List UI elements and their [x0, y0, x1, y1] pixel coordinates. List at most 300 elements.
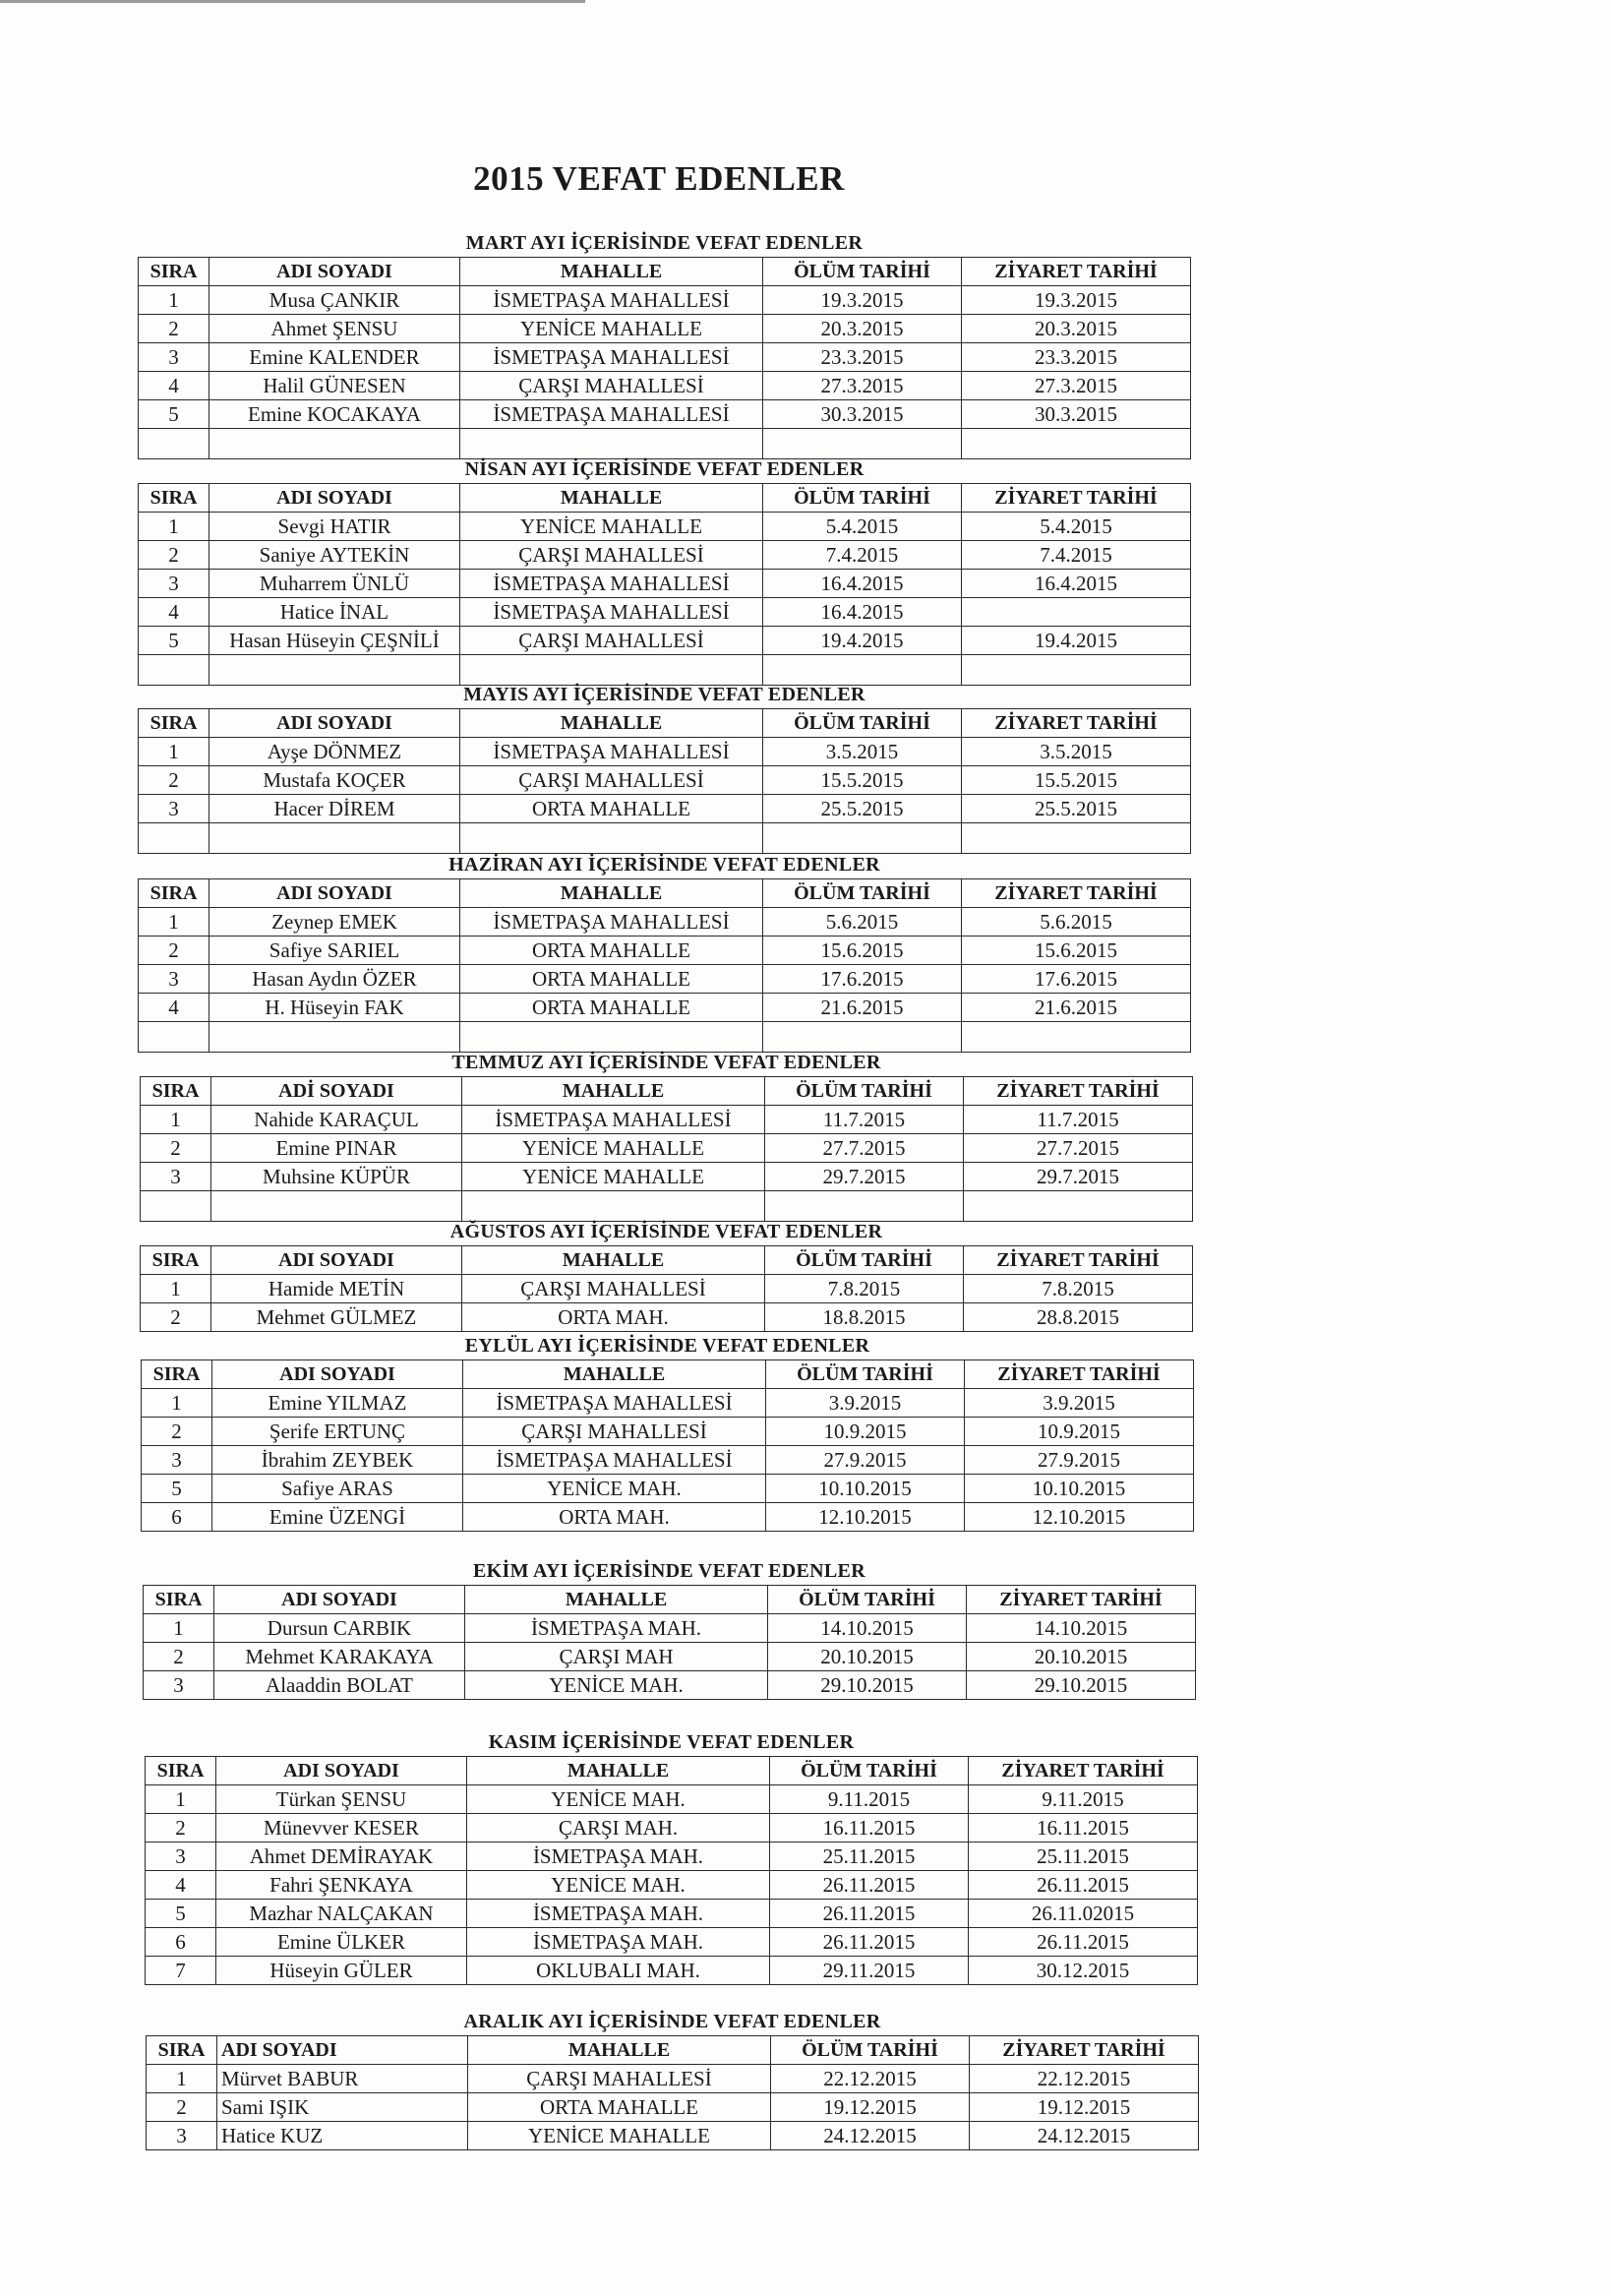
- cell-olum-tarihi: 5.4.2015: [763, 513, 962, 541]
- header-mahalle: MAHALLE: [460, 709, 763, 738]
- cell-olum-tarihi: 26.11.2015: [770, 1928, 969, 1957]
- cell-olum-tarihi: 16.4.2015: [763, 598, 962, 627]
- table-header-row: [139, 709, 1191, 738]
- cell-ziyaret-tarihi: 15.5.2015: [962, 766, 1191, 795]
- cell-olum-tarihi: 10.10.2015: [766, 1475, 965, 1503]
- cell-name: H. Hüseyin FAK: [209, 994, 460, 1022]
- cell-ziyaret-tarihi: 12.10.2015: [965, 1503, 1194, 1532]
- cell-olum-tarihi: 18.8.2015: [765, 1303, 964, 1332]
- header-ziyaret-tarihi: ZİYARET TARİHİ: [969, 1757, 1198, 1785]
- cell-olum-tarihi: 25.5.2015: [763, 795, 962, 823]
- cell-ziyaret-tarihi: 26.11.02015: [969, 1900, 1198, 1928]
- cell-mahalle: ÇARŞI MAHALLESİ: [468, 2065, 771, 2093]
- header-olum-tarihi: ÖLÜM TARİHİ: [763, 709, 962, 738]
- cell-ziyaret-tarihi: 20.10.2015: [967, 1643, 1196, 1671]
- header-ziyaret-tarihi: ZİYARET TARİHİ: [965, 1360, 1194, 1389]
- header-ziyaret-tarihi: ZİYARET TARİHİ: [970, 2036, 1199, 2065]
- table-row: [139, 400, 1191, 429]
- cell-name: Ahmet DEMİRAYAK: [216, 1843, 467, 1871]
- table-header-row: [139, 484, 1191, 513]
- empty-cell: [763, 823, 962, 854]
- table-header-row: [147, 2036, 1199, 2065]
- table-header-row: [146, 1757, 1198, 1785]
- month-table: [138, 850, 1191, 1053]
- cell-mahalle: YENİCE MAH.: [467, 1785, 770, 1814]
- cell-mahalle: YENİCE MAHALLE: [468, 2122, 771, 2150]
- month-title: NİSAN AYI İÇERİSİNDE VEFAT EDENLER: [139, 455, 1191, 484]
- cell-ziyaret-tarihi: 15.6.2015: [962, 937, 1191, 965]
- table-row: [147, 2093, 1199, 2122]
- cell-sira: 4: [139, 994, 209, 1022]
- cell-mahalle: İSMETPAŞA MAHALLESİ: [463, 1446, 766, 1475]
- table-row: [144, 1643, 1196, 1671]
- header-sira: SIRA: [139, 484, 209, 513]
- header-mahalle: MAHALLE: [460, 879, 763, 908]
- cell-mahalle: ÇARŞI MAHALLESİ: [462, 1275, 765, 1303]
- header-name: ADI SOYADI: [217, 2036, 468, 2065]
- cell-mahalle: YENİCE MAHALLE: [462, 1163, 765, 1191]
- table-header-row: [139, 258, 1191, 286]
- cell-sira: 1: [147, 2065, 217, 2093]
- table-row: [146, 1900, 1198, 1928]
- cell-ziyaret-tarihi: 27.3.2015: [962, 372, 1191, 400]
- cell-sira: 1: [139, 286, 209, 315]
- cell-sira: 2: [142, 1418, 212, 1446]
- cell-ziyaret-tarihi: 19.4.2015: [962, 627, 1191, 655]
- document-title: 2015 VEFAT EDENLER: [473, 159, 845, 198]
- cell-olum-tarihi: 15.6.2015: [763, 937, 962, 965]
- table-row: [139, 908, 1191, 937]
- table-row: [146, 1871, 1198, 1900]
- cell-mahalle: OKLUBALI MAH.: [467, 1957, 770, 1985]
- table-row: [139, 795, 1191, 823]
- table-header-row: [142, 1360, 1194, 1389]
- month-title: EKİM AYI İÇERİSİNDE VEFAT EDENLER: [144, 1557, 1196, 1586]
- cell-name: Emine PINAR: [211, 1134, 462, 1163]
- cell-mahalle: ÇARŞI MAH: [465, 1643, 768, 1671]
- cell-mahalle: YENİCE MAHALLE: [460, 315, 763, 343]
- header-mahalle: MAHALLE: [467, 1757, 770, 1785]
- scan-edge-line: [0, 0, 585, 3]
- header-ziyaret-tarihi: ZİYARET TARİHİ: [964, 1246, 1193, 1275]
- month-title-row: [139, 229, 1191, 258]
- cell-mahalle: İSMETPAŞA MAHALLESİ: [460, 908, 763, 937]
- cell-name: Nahide KARAÇUL: [211, 1106, 462, 1134]
- cell-ziyaret-tarihi: 27.9.2015: [965, 1446, 1194, 1475]
- table-row: [141, 1134, 1193, 1163]
- cell-olum-tarihi: 3.5.2015: [763, 738, 962, 766]
- cell-mahalle: ORTA MAH.: [462, 1303, 765, 1332]
- table-row: [139, 738, 1191, 766]
- cell-ziyaret-tarihi: 21.6.2015: [962, 994, 1191, 1022]
- cell-ziyaret-tarihi: 7.8.2015: [964, 1275, 1193, 1303]
- table-row: [139, 627, 1191, 655]
- cell-mahalle: ORTA MAHALLE: [460, 965, 763, 994]
- empty-cell: [139, 823, 209, 854]
- cell-olum-tarihi: 26.11.2015: [770, 1900, 969, 1928]
- cell-sira: 2: [139, 541, 209, 570]
- cell-sira: 2: [144, 1643, 214, 1671]
- month-title-row: [142, 1332, 1194, 1360]
- cell-olum-tarihi: 26.11.2015: [770, 1871, 969, 1900]
- cell-mahalle: İSMETPAŞA MAH.: [467, 1900, 770, 1928]
- cell-ziyaret-tarihi: 29.7.2015: [964, 1163, 1193, 1191]
- cell-olum-tarihi: 7.4.2015: [763, 541, 962, 570]
- cell-sira: 5: [139, 400, 209, 429]
- header-name: ADI SOYADI: [209, 484, 460, 513]
- month-title-row: [139, 455, 1191, 484]
- table-row: [139, 937, 1191, 965]
- cell-mahalle: ORTA MAHALLE: [460, 937, 763, 965]
- header-sira: SIRA: [142, 1360, 212, 1389]
- month-table: [141, 1331, 1194, 1532]
- month-table: [145, 1727, 1198, 1985]
- header-sira: SIRA: [146, 1757, 216, 1785]
- cell-ziyaret-tarihi: 16.4.2015: [962, 570, 1191, 598]
- header-mahalle: MAHALLE: [465, 1586, 768, 1614]
- month-title-row: [139, 851, 1191, 879]
- table-row: [146, 1785, 1198, 1814]
- header-olum-tarihi: ÖLÜM TARİHİ: [763, 484, 962, 513]
- cell-ziyaret-tarihi: [962, 598, 1191, 627]
- header-name: ADI SOYADI: [216, 1757, 467, 1785]
- cell-sira: 5: [146, 1900, 216, 1928]
- cell-sira: 2: [147, 2093, 217, 2122]
- empty-cell: [460, 823, 763, 854]
- table-row: [146, 1843, 1198, 1871]
- cell-olum-tarihi: 29.10.2015: [768, 1671, 967, 1700]
- cell-sira: 1: [142, 1389, 212, 1418]
- header-ziyaret-tarihi: ZİYARET TARİHİ: [964, 1077, 1193, 1106]
- cell-ziyaret-tarihi: 3.9.2015: [965, 1389, 1194, 1418]
- cell-mahalle: İSMETPAŞA MAHALLESİ: [463, 1389, 766, 1418]
- cell-olum-tarihi: 5.6.2015: [763, 908, 962, 937]
- cell-name: Türkan ŞENSU: [216, 1785, 467, 1814]
- header-mahalle: MAHALLE: [462, 1246, 765, 1275]
- table-row: [139, 965, 1191, 994]
- month-table: [143, 1556, 1196, 1700]
- header-name: ADI SOYADI: [212, 1360, 463, 1389]
- cell-name: Mürvet BABUR: [217, 2065, 468, 2093]
- cell-sira: 1: [141, 1275, 211, 1303]
- cell-olum-tarihi: 19.12.2015: [771, 2093, 970, 2122]
- header-sira: SIRA: [141, 1077, 211, 1106]
- header-olum-tarihi: ÖLÜM TARİHİ: [763, 258, 962, 286]
- cell-ziyaret-tarihi: 22.12.2015: [970, 2065, 1199, 2093]
- cell-name: Mazhar NALÇAKAN: [216, 1900, 467, 1928]
- cell-ziyaret-tarihi: 10.9.2015: [965, 1418, 1194, 1446]
- table-row: [144, 1614, 1196, 1643]
- header-olum-tarihi: ÖLÜM TARİHİ: [763, 879, 962, 908]
- cell-sira: 2: [141, 1134, 211, 1163]
- cell-olum-tarihi: 14.10.2015: [768, 1614, 967, 1643]
- cell-sira: 1: [146, 1785, 216, 1814]
- cell-sira: 1: [139, 738, 209, 766]
- cell-mahalle: ÇARŞI MAH.: [467, 1814, 770, 1843]
- table-header-row: [144, 1586, 1196, 1614]
- month-table: [138, 454, 1191, 686]
- cell-olum-tarihi: 21.6.2015: [763, 994, 962, 1022]
- cell-name: Münevver KESER: [216, 1814, 467, 1843]
- header-name: ADI SOYADI: [209, 258, 460, 286]
- cell-mahalle: YENİCE MAH.: [465, 1671, 768, 1700]
- cell-sira: 3: [139, 343, 209, 372]
- table-row: [139, 570, 1191, 598]
- cell-ziyaret-tarihi: 20.3.2015: [962, 315, 1191, 343]
- cell-mahalle: YENİCE MAHALLE: [460, 513, 763, 541]
- cell-olum-tarihi: 3.9.2015: [766, 1389, 965, 1418]
- cell-sira: 2: [139, 766, 209, 795]
- cell-sira: 2: [139, 937, 209, 965]
- table-row: [139, 343, 1191, 372]
- empty-cell: [209, 823, 460, 854]
- cell-ziyaret-tarihi: 30.3.2015: [962, 400, 1191, 429]
- cell-sira: 5: [139, 627, 209, 655]
- empty-cell: [962, 823, 1191, 854]
- month-title: MART AYI İÇERİSİNDE VEFAT EDENLER: [139, 229, 1191, 258]
- table-row: [139, 513, 1191, 541]
- cell-name: Mehmet GÜLMEZ: [211, 1303, 462, 1332]
- month-title: ARALIK AYI İÇERİSİNDE VEFAT EDENLER: [147, 2008, 1199, 2036]
- cell-name: Safiye ARAS: [212, 1475, 463, 1503]
- cell-sira: 6: [146, 1928, 216, 1957]
- cell-sira: 3: [141, 1163, 211, 1191]
- month-table: [140, 1217, 1193, 1332]
- table-row: [141, 1303, 1193, 1332]
- cell-name: Fahri ŞENKAYA: [216, 1871, 467, 1900]
- cell-name: Emine KALENDER: [209, 343, 460, 372]
- header-mahalle: MAHALLE: [460, 484, 763, 513]
- cell-sira: 2: [146, 1814, 216, 1843]
- cell-sira: 6: [142, 1503, 212, 1532]
- table-row: [139, 315, 1191, 343]
- cell-mahalle: YENİCE MAH.: [463, 1475, 766, 1503]
- table-row: [139, 766, 1191, 795]
- cell-name: Emine KOCAKAYA: [209, 400, 460, 429]
- cell-mahalle: ÇARŞI MAHALLESİ: [460, 372, 763, 400]
- table-row: [139, 994, 1191, 1022]
- cell-ziyaret-tarihi: 25.5.2015: [962, 795, 1191, 823]
- cell-olum-tarihi: 10.9.2015: [766, 1418, 965, 1446]
- cell-mahalle: İSMETPAŞA MAHALLESİ: [460, 400, 763, 429]
- month-title-row: [144, 1557, 1196, 1586]
- cell-name: Mustafa KOÇER: [209, 766, 460, 795]
- cell-mahalle: ÇARŞI MAHALLESİ: [460, 541, 763, 570]
- month-title: MAYIS AYI İÇERİSİNDE VEFAT EDENLER: [139, 681, 1191, 709]
- month-title-row: [146, 1728, 1198, 1757]
- table-row: [142, 1475, 1194, 1503]
- cell-name: Sevgi HATIR: [209, 513, 460, 541]
- month-table: [138, 680, 1191, 854]
- cell-mahalle: YENİCE MAHALLE: [462, 1134, 765, 1163]
- table-row: [142, 1389, 1194, 1418]
- header-sira: SIRA: [139, 258, 209, 286]
- cell-sira: 2: [141, 1303, 211, 1332]
- cell-olum-tarihi: 27.3.2015: [763, 372, 962, 400]
- header-name: ADI SOYADI: [209, 709, 460, 738]
- cell-ziyaret-tarihi: 14.10.2015: [967, 1614, 1196, 1643]
- cell-sira: 3: [146, 1843, 216, 1871]
- table-row: [144, 1671, 1196, 1700]
- cell-name: Mehmet KARAKAYA: [214, 1643, 465, 1671]
- header-mahalle: MAHALLE: [460, 258, 763, 286]
- cell-mahalle: YENİCE MAH.: [467, 1871, 770, 1900]
- cell-mahalle: İSMETPAŞA MAH.: [465, 1614, 768, 1643]
- cell-sira: 3: [144, 1671, 214, 1700]
- month-table: [140, 1048, 1193, 1222]
- cell-olum-tarihi: 11.7.2015: [765, 1106, 964, 1134]
- month-title-row: [139, 681, 1191, 709]
- cell-name: Halil GÜNESEN: [209, 372, 460, 400]
- cell-name: Ayşe DÖNMEZ: [209, 738, 460, 766]
- header-olum-tarihi: ÖLÜM TARİHİ: [770, 1757, 969, 1785]
- cell-olum-tarihi: 20.3.2015: [763, 315, 962, 343]
- cell-name: Hüseyin GÜLER: [216, 1957, 467, 1985]
- cell-ziyaret-tarihi: 25.11.2015: [969, 1843, 1198, 1871]
- header-ziyaret-tarihi: ZİYARET TARİHİ: [967, 1586, 1196, 1614]
- cell-olum-tarihi: 17.6.2015: [763, 965, 962, 994]
- cell-olum-tarihi: 19.4.2015: [763, 627, 962, 655]
- header-olum-tarihi: ÖLÜM TARİHİ: [765, 1246, 964, 1275]
- header-name: ADI SOYADI: [211, 1246, 462, 1275]
- header-ziyaret-tarihi: ZİYARET TARİHİ: [962, 709, 1191, 738]
- month-title-row: [141, 1049, 1193, 1077]
- cell-name: Hasan Aydın ÖZER: [209, 965, 460, 994]
- cell-ziyaret-tarihi: 24.12.2015: [970, 2122, 1199, 2150]
- cell-name: Alaaddin BOLAT: [214, 1671, 465, 1700]
- header-sira: SIRA: [141, 1246, 211, 1275]
- cell-mahalle: İSMETPAŞA MAHALLESİ: [460, 598, 763, 627]
- header-ziyaret-tarihi: ZİYARET TARİHİ: [962, 879, 1191, 908]
- month-table: [138, 228, 1191, 459]
- cell-name: Emine YILMAZ: [212, 1389, 463, 1418]
- cell-mahalle: ORTA MAHALLE: [460, 795, 763, 823]
- cell-sira: 1: [141, 1106, 211, 1134]
- table-header-row: [139, 879, 1191, 908]
- cell-mahalle: ÇARŞI MAHALLESİ: [463, 1418, 766, 1446]
- cell-ziyaret-tarihi: 3.5.2015: [962, 738, 1191, 766]
- header-olum-tarihi: ÖLÜM TARİHİ: [765, 1077, 964, 1106]
- cell-olum-tarihi: 16.4.2015: [763, 570, 962, 598]
- table-header-row: [141, 1077, 1193, 1106]
- cell-mahalle: ORTA MAHALLE: [460, 994, 763, 1022]
- header-sira: SIRA: [147, 2036, 217, 2065]
- header-olum-tarihi: ÖLÜM TARİHİ: [771, 2036, 970, 2065]
- cell-olum-tarihi: 29.7.2015: [765, 1163, 964, 1191]
- cell-sira: 1: [139, 908, 209, 937]
- table-row: [142, 1446, 1194, 1475]
- cell-ziyaret-tarihi: 9.11.2015: [969, 1785, 1198, 1814]
- cell-name: Hacer DİREM: [209, 795, 460, 823]
- header-sira: SIRA: [139, 709, 209, 738]
- cell-ziyaret-tarihi: 19.12.2015: [970, 2093, 1199, 2122]
- cell-name: Zeynep EMEK: [209, 908, 460, 937]
- cell-name: Emine ÜLKER: [216, 1928, 467, 1957]
- header-sira: SIRA: [144, 1586, 214, 1614]
- cell-ziyaret-tarihi: 23.3.2015: [962, 343, 1191, 372]
- header-ziyaret-tarihi: ZİYARET TARİHİ: [962, 484, 1191, 513]
- cell-mahalle: ORTA MAH.: [463, 1503, 766, 1532]
- cell-ziyaret-tarihi: 16.11.2015: [969, 1814, 1198, 1843]
- cell-sira: 1: [139, 513, 209, 541]
- cell-olum-tarihi: 27.9.2015: [766, 1446, 965, 1475]
- cell-olum-tarihi: 20.10.2015: [768, 1643, 967, 1671]
- cell-mahalle: İSMETPAŞA MAHALLESİ: [462, 1106, 765, 1134]
- cell-ziyaret-tarihi: 10.10.2015: [965, 1475, 1194, 1503]
- table-row: [139, 286, 1191, 315]
- cell-olum-tarihi: 27.7.2015: [765, 1134, 964, 1163]
- cell-mahalle: ÇARŞI MAHALLESİ: [460, 766, 763, 795]
- cell-sira: 7: [146, 1957, 216, 1985]
- cell-olum-tarihi: 16.11.2015: [770, 1814, 969, 1843]
- cell-name: Hatice KUZ: [217, 2122, 468, 2150]
- header-ziyaret-tarihi: ZİYARET TARİHİ: [962, 258, 1191, 286]
- header-mahalle: MAHALLE: [468, 2036, 771, 2065]
- cell-name: Dursun CARBIK: [214, 1614, 465, 1643]
- header-sira: SIRA: [139, 879, 209, 908]
- cell-ziyaret-tarihi: 30.12.2015: [969, 1957, 1198, 1985]
- cell-mahalle: İSMETPAŞA MAH.: [467, 1843, 770, 1871]
- table-row: [141, 1163, 1193, 1191]
- table-row: [139, 372, 1191, 400]
- header-mahalle: MAHALLE: [462, 1077, 765, 1106]
- cell-ziyaret-tarihi: 27.7.2015: [964, 1134, 1193, 1163]
- cell-mahalle: İSMETPAŞA MAH.: [467, 1928, 770, 1957]
- cell-olum-tarihi: 9.11.2015: [770, 1785, 969, 1814]
- cell-ziyaret-tarihi: 5.4.2015: [962, 513, 1191, 541]
- header-name: ADI SOYADI: [209, 879, 460, 908]
- cell-olum-tarihi: 29.11.2015: [770, 1957, 969, 1985]
- cell-olum-tarihi: 22.12.2015: [771, 2065, 970, 2093]
- cell-mahalle: ÇARŞI MAHALLESİ: [460, 627, 763, 655]
- cell-sira: 4: [146, 1871, 216, 1900]
- cell-mahalle: İSMETPAŞA MAHALLESİ: [460, 286, 763, 315]
- cell-ziyaret-tarihi: 7.4.2015: [962, 541, 1191, 570]
- cell-olum-tarihi: 24.12.2015: [771, 2122, 970, 2150]
- cell-mahalle: İSMETPAŞA MAHALLESİ: [460, 738, 763, 766]
- table-header-row: [141, 1246, 1193, 1275]
- month-title-row: [147, 2008, 1199, 2036]
- cell-name: Hamide METİN: [211, 1275, 462, 1303]
- cell-ziyaret-tarihi: 5.6.2015: [962, 908, 1191, 937]
- month-title: HAZİRAN AYI İÇERİSİNDE VEFAT EDENLER: [139, 851, 1191, 879]
- cell-olum-tarihi: 30.3.2015: [763, 400, 962, 429]
- cell-name: Muhsine KÜPÜR: [211, 1163, 462, 1191]
- cell-mahalle: İSMETPAŞA MAHALLESİ: [460, 343, 763, 372]
- cell-olum-tarihi: 7.8.2015: [765, 1275, 964, 1303]
- cell-sira: 1: [144, 1614, 214, 1643]
- cell-sira: 2: [139, 315, 209, 343]
- cell-ziyaret-tarihi: 19.3.2015: [962, 286, 1191, 315]
- month-title: KASIM İÇERİSİNDE VEFAT EDENLER: [146, 1728, 1198, 1757]
- table-row: [142, 1418, 1194, 1446]
- header-name: ADİ SOYADI: [211, 1077, 462, 1106]
- month-title-row: [141, 1218, 1193, 1246]
- cell-name: Şerife ERTUNÇ: [212, 1418, 463, 1446]
- cell-name: Musa ÇANKIR: [209, 286, 460, 315]
- month-table: [146, 2007, 1199, 2150]
- cell-name: Saniye AYTEKİN: [209, 541, 460, 570]
- empty-row: [139, 823, 1191, 854]
- cell-sira: 3: [139, 795, 209, 823]
- cell-name: İbrahim ZEYBEK: [212, 1446, 463, 1475]
- cell-sira: 3: [147, 2122, 217, 2150]
- cell-olum-tarihi: 25.11.2015: [770, 1843, 969, 1871]
- header-olum-tarihi: ÖLÜM TARİHİ: [766, 1360, 965, 1389]
- cell-sira: 3: [139, 965, 209, 994]
- cell-name: Muharrem ÜNLÜ: [209, 570, 460, 598]
- table-row: [146, 1957, 1198, 1985]
